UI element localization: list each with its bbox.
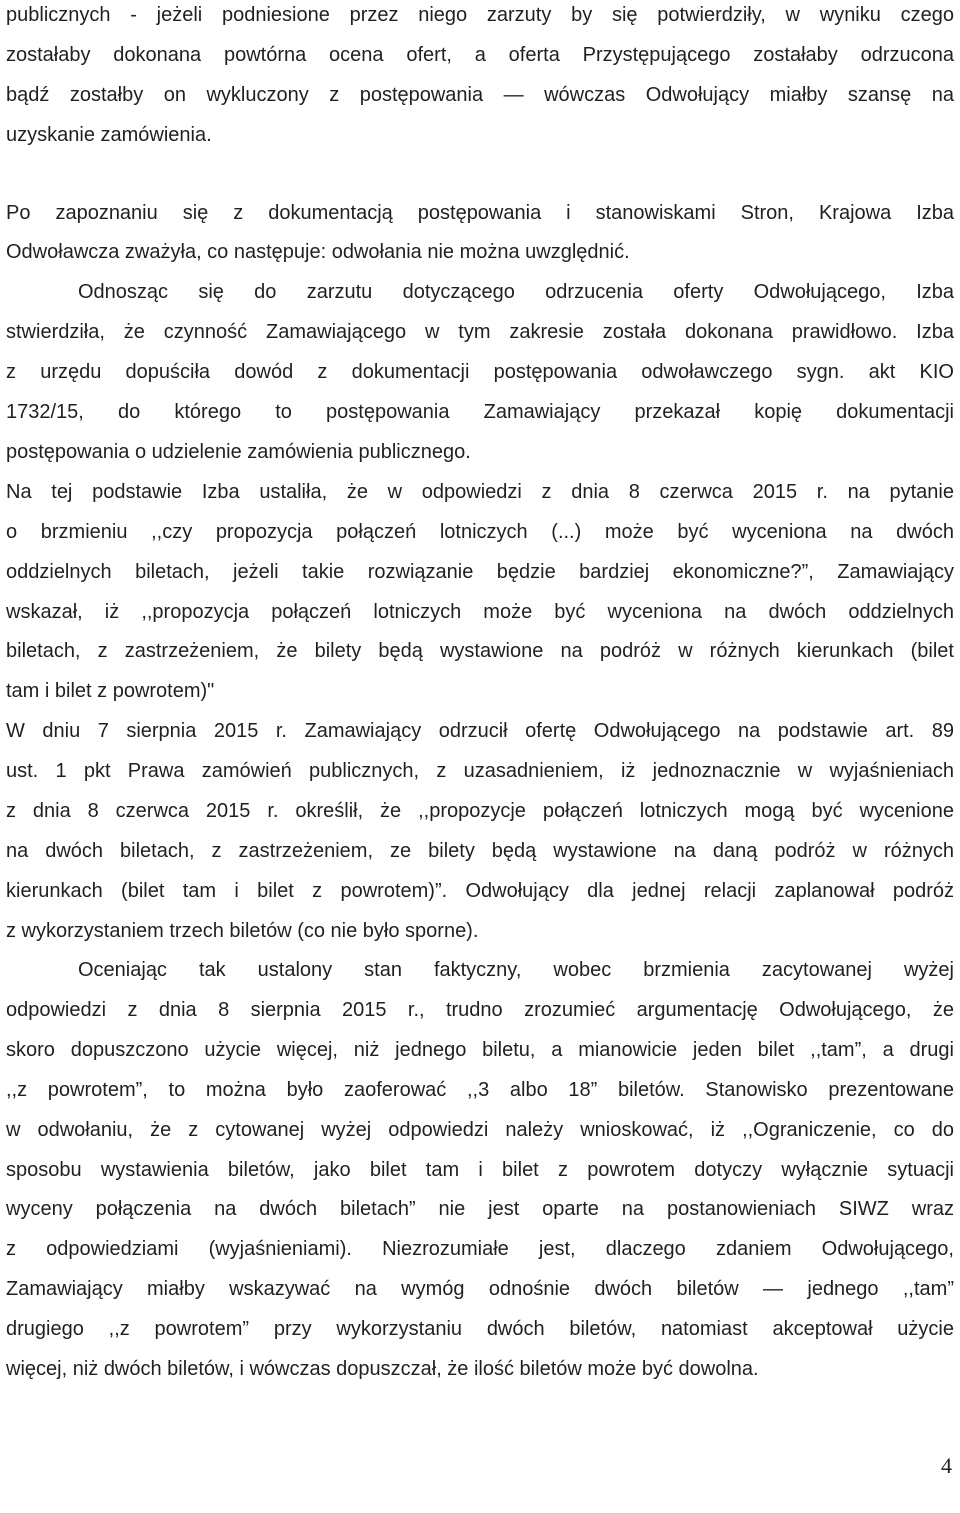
text-line: o brzmieniu ,,czy propozycja połączeń lotniczych (...) może być wyceniona na dwóch bbox=[6, 521, 954, 543]
text-line: oddzielnych biletach, jeżeli takie rozwiązanie będzie bardziej ekonomiczne?”, Zamawiający bbox=[6, 561, 954, 583]
text-line: skoro dopuszczono użycie więcej, niż jednego biletu, a mianowicie jeden bilet ,,tam”, a drugi bbox=[6, 1039, 954, 1061]
text-line: Odwoławcza zważyła, co następuje: odwołania nie można uwzględnić. bbox=[6, 241, 630, 263]
text-line: odpowiedzi z dnia 8 sierpnia 2015 r., trudno zrozumieć argumentację Odwołującego, że bbox=[6, 999, 954, 1021]
page-number: 4 bbox=[941, 1453, 952, 1478]
text-line: Po zapoznaniu się z dokumentacją postępowania i stanowiskami Stron, Krajowa Izba bbox=[6, 202, 954, 224]
text-line: postępowania o udzielenie zamówienia publicznego. bbox=[6, 441, 471, 463]
text-line: w odwołaniu, że z cytowanej wyżej odpowiedzi należy wnioskować, iż ,,Ograniczenie, co do bbox=[6, 1119, 954, 1141]
text-line: kierunkach (bilet tam i bilet z powrotem)”. Odwołujący dla jednej relacji zaplanował podróż bbox=[6, 880, 954, 902]
text-line: drugiego ,,z powrotem” przy wykorzystaniu dwóch biletów, natomiast akceptował użycie bbox=[6, 1318, 954, 1340]
text-line: Odnosząc się do zarzutu dotyczącego odrzucenia oferty Odwołującego, Izba bbox=[78, 281, 954, 303]
text-line: ust. 1 pkt Prawa zamówień publicznych, z uzasadnieniem, iż jednoznacznie w wyjaśnieniach bbox=[6, 760, 954, 782]
text-line: bądź zostałby on wykluczony z postępowania — wówczas Odwołujący miałby szansę na bbox=[6, 84, 954, 106]
text-line: tam i bilet z powrotem)" bbox=[6, 680, 215, 702]
text-line: wyceny połączenia na dwóch biletach” nie jest oparte na postanowieniach SIWZ wraz bbox=[6, 1198, 954, 1220]
text-line: biletach, z zastrzeżeniem, że bilety będą wystawione na podróż w różnych kierunkach (bilet bbox=[6, 640, 954, 662]
text-line: z dnia 8 czerwca 2015 r. określił, że ,,propozycje połączeń lotniczych mogą być wycenione bbox=[6, 800, 954, 822]
text-line: sposobu wystawienia biletów, jako bilet tam i bilet z powrotem dotyczy wyłącznie sytuacji bbox=[6, 1159, 954, 1181]
text-line: Oceniając tak ustalony stan faktyczny, wobec brzmienia zacytowanej wyżej bbox=[78, 959, 954, 981]
text-line: W dniu 7 sierpnia 2015 r. Zamawiający odrzucił ofertę Odwołującego na podstawie art. 89 bbox=[6, 720, 954, 742]
text-line: wskazał, iż ,,propozycja połączeń lotniczych może być wyceniona na dwóch oddzielnych bbox=[6, 601, 954, 623]
text-line: stwierdziła, że czynność Zamawiającego w tym zakresie została dokonana prawidłowo. Izba bbox=[6, 321, 954, 343]
text-line: Zamawiający miałby wskazywać na wymóg odnośnie dwóch biletów — jednego ,,tam” bbox=[6, 1278, 954, 1300]
text-line: uzyskanie zamówienia. bbox=[6, 124, 212, 146]
text-line: zostałaby dokonana powtórna ocena ofert, a oferta Przystępującego zostałaby odrzucona bbox=[6, 44, 954, 66]
text-line: ,,z powrotem”, to można było zaoferować ,,3 albo 18” biletów. Stanowisko prezentowane bbox=[6, 1079, 954, 1101]
text-line: z urzędu dopuściła dowód z dokumentacji postępowania odwoławczego sygn. akt KIO bbox=[6, 361, 954, 383]
text-line: z wykorzystaniem trzech biletów (co nie było sporne). bbox=[6, 920, 479, 942]
text-line: więcej, niż dwóch biletów, i wówczas dopuszczał, że ilość biletów może być dowolna. bbox=[6, 1358, 759, 1380]
text-line: na dwóch biletach, z zastrzeżeniem, ze bilety będą wystawione na daną podróż w różnych bbox=[6, 840, 954, 862]
text-line: Na tej podstawie Izba ustaliła, że w odpowiedzi z dnia 8 czerwca 2015 r. na pytanie bbox=[6, 481, 954, 503]
text-line: 1732/15, do którego to postępowania Zamawiający przekazał kopię dokumentacji bbox=[6, 401, 954, 423]
text-line: z odpowiedziami (wyjaśnieniami). Niezrozumiałe jest, dlaczego zdaniem Odwołującego, bbox=[6, 1238, 954, 1260]
text-line: publicznych - jeżeli podniesione przez niego zarzuty by się potwierdziły, w wyniku czego bbox=[6, 4, 954, 26]
